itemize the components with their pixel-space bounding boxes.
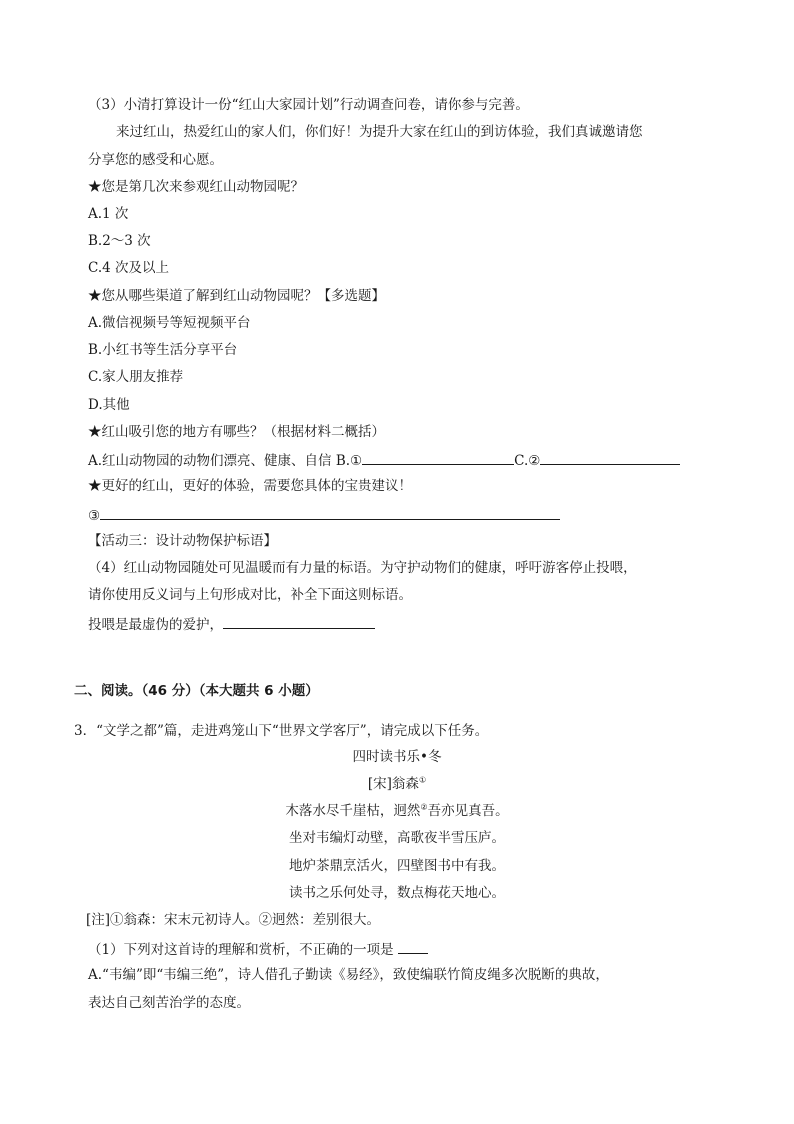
survey-question-visits: ★您是第几次来参观红山动物园呢？ xyxy=(88,179,304,195)
option-a-line2: 表达自己刻苦治学的态度。 xyxy=(88,995,250,1011)
q4-slogan: 投喂是最虚伪的爱护， xyxy=(88,617,223,633)
answer-blank-4[interactable] xyxy=(223,614,375,629)
activity3-title: 【活动三：设计动物保护标语】 xyxy=(88,533,277,549)
section2-title: 二、阅读。（46 分）（本大题共 6 小题） xyxy=(74,683,319,699)
poem-note: [注]①翁森：宋末元初诗人。②迥然：差别很大。 xyxy=(86,912,381,928)
attractions-answer-row xyxy=(88,450,680,470)
q4-slogan-row xyxy=(88,614,375,634)
poem-line3: 地炉茶鼎烹活火，四壁图书中有我。 xyxy=(289,858,505,874)
poem-author xyxy=(0,775,794,793)
suggestion-row xyxy=(88,505,560,525)
option-channels-b: B.小红书等生活分享平台 xyxy=(88,342,238,358)
poem-line4: 读书之乐何处寻，数点梅花天地心。 xyxy=(289,885,505,901)
poem-line1-b: 吾亦见真吾。 xyxy=(427,803,509,819)
attractions-answer-a: A.红山动物园的动物们漂亮、健康、自信 B.① xyxy=(88,453,363,469)
answer-blank-1[interactable] xyxy=(362,450,514,465)
survey-greeting-line1: 来过红山，热爱红山的家人们，你们好！为提升大家在红山的到访体验，我们真诚邀请您 xyxy=(116,124,643,140)
option-visits-c: C.4 次及以上 xyxy=(88,260,170,276)
survey-question-suggestions: ★更好的红山，更好的体验，需要您具体的宝贵建议！ xyxy=(88,478,412,494)
sub-question-1-row xyxy=(88,939,428,959)
sub-question-1: （1）下列对这首诗的理解和赏析，不正确的一项是 xyxy=(88,942,394,958)
poem-author-note: ① xyxy=(418,775,427,785)
answer-blank-5[interactable] xyxy=(398,939,428,954)
q4-line1: （4）红山动物园随处可见温暖而有力量的标语。为守护动物们的健康，呼吁游客停止投喂， xyxy=(88,560,637,576)
option-a-line1: A.“韦编”即“韦编三绝”，诗人借孔子勤读《易经》，致使编联竹简皮绳多次脱断的典故， xyxy=(88,967,609,983)
option-channels-c: C.家人朋友推荐 xyxy=(88,369,184,385)
survey-question-channels: ★您从哪些渠道了解到红山动物园呢？【多选题】 xyxy=(88,288,385,304)
q3-reading-intro: 3．“文学之都”篇，走进鸡笼山下“世界文学客厅”，请完成以下任务。 xyxy=(74,723,489,739)
poem-line1-note: ② xyxy=(420,802,428,812)
poem-author-name: [宋]翁森 xyxy=(367,776,419,792)
option-channels-d: D.其他 xyxy=(88,397,130,413)
answer-blank-2[interactable] xyxy=(540,450,680,465)
poem-title: 四时读书乐•冬 xyxy=(352,749,442,765)
option-channels-a: A.微信视频号等短视频平台 xyxy=(88,315,251,331)
option-visits-b: B.2～3 次 xyxy=(88,233,151,249)
poem-line1-a: 木落水尽千崖枯，迥然 xyxy=(285,803,421,819)
suggestion-marker: ③ xyxy=(88,508,101,524)
survey-question-attractions: ★红山吸引您的地方有哪些？（根据材料二概括） xyxy=(88,424,385,440)
answer-blank-3[interactable] xyxy=(100,505,560,520)
q3-intro: （3）小清打算设计一份“红山大家园计划”行动调查问卷，请你参与完善。 xyxy=(88,97,529,113)
attractions-answer-c: C.② xyxy=(514,453,541,469)
poem-line2: 坐对韦编灯动壁，高歌夜半雪压庐。 xyxy=(289,830,505,846)
q4-line2: 请你使用反义词与上句形成对比，补全下面这则标语。 xyxy=(88,587,412,603)
survey-greeting-line2: 分享您的感受和心愿。 xyxy=(88,152,223,168)
option-visits-a: A.1 次 xyxy=(88,206,129,222)
poem-line1 xyxy=(0,802,794,820)
